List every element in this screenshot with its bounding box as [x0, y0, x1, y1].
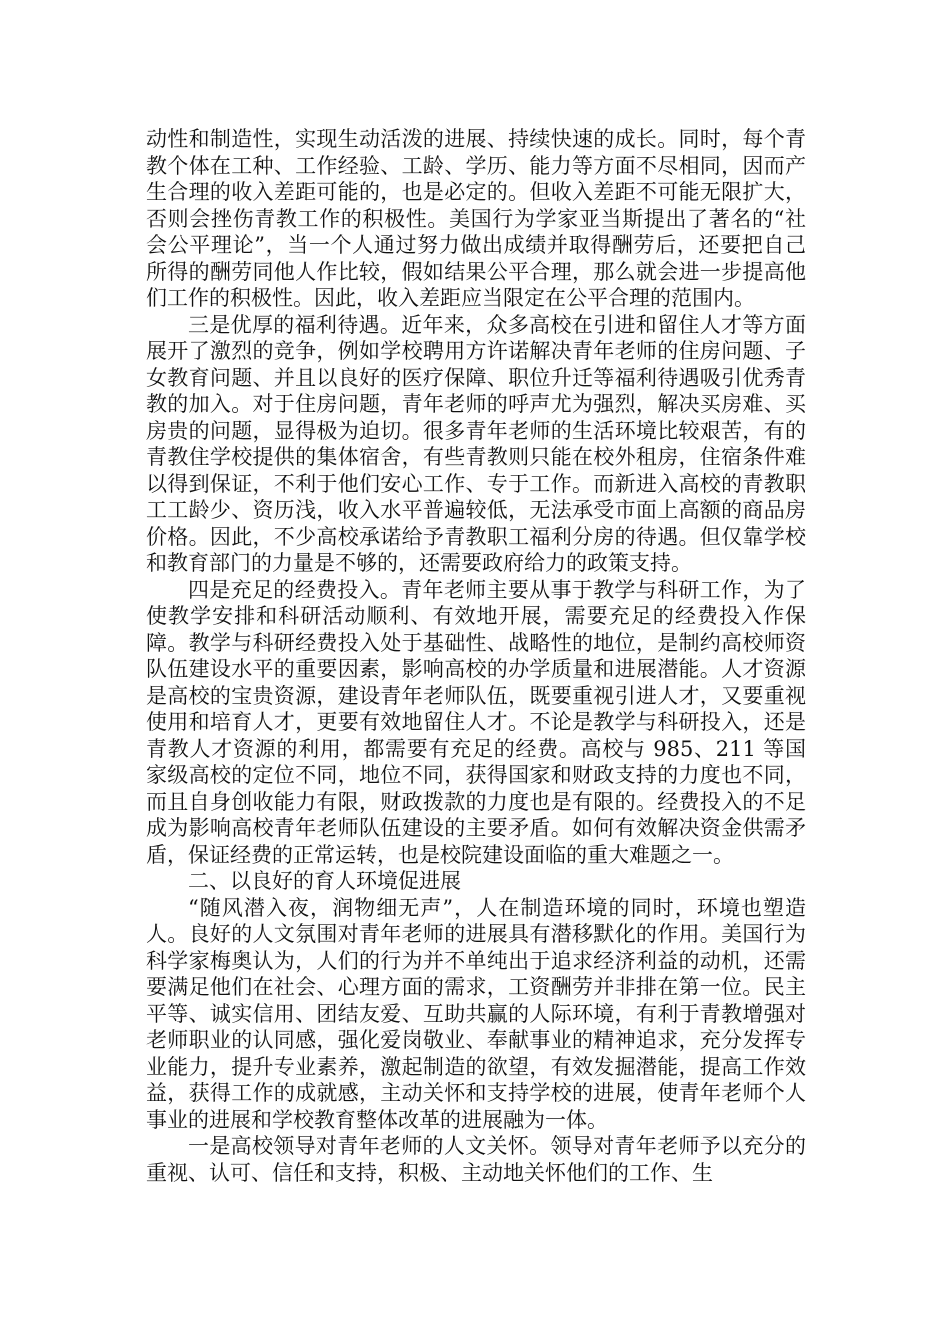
document-body [146, 126, 806, 1186]
paragraph-3: 四是充足的经费投入。青年老师主要从事于教学与科研工作，为了使教学安排和科研活动顺利、有效地开展，需要充足的经费投入作保障。教学与科研经费投入处于基础性、战略性的地位，是制约高校师资队伍建设水平的重要因素，影响高校的办学质量和进展潜能。人才资源是高校的宝贵资源，建设青年老师队伍，既要重视引进人才，又要重视使用和培育人才，更要有效地留住人才。不论是教学与科研投入，还是青教人才资源的利用，都需要有充足的经费。高校与 985、211 等国家级高校的定位不同，地位不同，获得国家和财政支持的力度也不同，而且自身创收能力有限，财政拨款的力度也是有限的。经费投入的不足成为影响高校青年老师队伍建设的主要矛盾。如何有效解决资金供需矛盾，保证经费的正常运转，也是校院建设面临的重大难题之一。 [146, 577, 806, 867]
paragraph-5: 一是高校领导对青年老师的人文关怀。领导对青年老师予以充分的重视、认可、信任和支持，积极、主动地关怀他们的工作、生 [146, 1134, 806, 1185]
paragraph-4: “随风潜入夜，润物细无声”，人在制造环境的同时，环境也塑造人。良好的人文氛围对青年老师的进展具有潜移默化的作用。美国行为科学家梅奥认为，人们的行为并不单纯出于追求经济利益的动机，还需要满足他们在社会、心理方面的需求，工资酬劳并非排在第一位。民主平等、诚实信用、团结友爱、互助共赢的人际环境，有利于青教增强对老师职业的认同感，强化爱岗敬业、奉献事业的精神追求，充分发挥专业能力，提升专业素养，激起制造的欲望，有效发掘潜能，提高工作效益，获得工作的成就感，主动关怀和支持学校的进展，使青年老师个人事业的进展和学校教育整体改革的进展融为一体。 [146, 895, 806, 1132]
paragraph-2: 三是优厚的福利待遇。近年来，众多高校在引进和留住人才等方面展开了激烈的竞争，例如学校聘用方许诺解决青年老师的住房问题、子女教育问题、并且以良好的医疗保障、职位升迁等福利待遇吸引优秀青教的加入。对于住房问题，青年老师的呼声尤为强烈，解决买房难、买房贵的问题，显得极为迫切。很多青年老师的生活环境比较艰苦，有的青教住学校提供的集体宿舍，有些青教则只能在校外租房，住宿条件难以得到保证，不利于他们安心工作、专于工作。而新进入高校的青教职工工龄少、资历浅，收入水平普遍较低，无法承受市面上高额的商品房价格。因此，不少高校承诺给予青教职工福利分房的待遇。但仅靠学校和教育部门的力量是不够的，还需要政府给力的政策支持。 [146, 312, 806, 575]
paragraph-1: 动性和制造性，实现生动活泼的进展、持续快速的成长。同时，每个青教个体在工种、工作经验、工龄、学历、能力等方面不尽相同，因而产生合理的收入差距可能的，也是必定的。但收入差距不可能无限扩大，否则会挫伤青教工作的积极性。美国行为学家亚当斯提出了著名的“社会公平理论”，当一个人通过努力做出成绩并取得酬劳后，还要把自己所得的酬劳同他人作比较，假如结果公平合理，那么就会进一步提高他们工作的积极性。因此，收入差距应当限定在公平合理的范围内。 [146, 127, 806, 310]
section-heading: 二、以良好的育人环境促进展 [188, 869, 461, 893]
